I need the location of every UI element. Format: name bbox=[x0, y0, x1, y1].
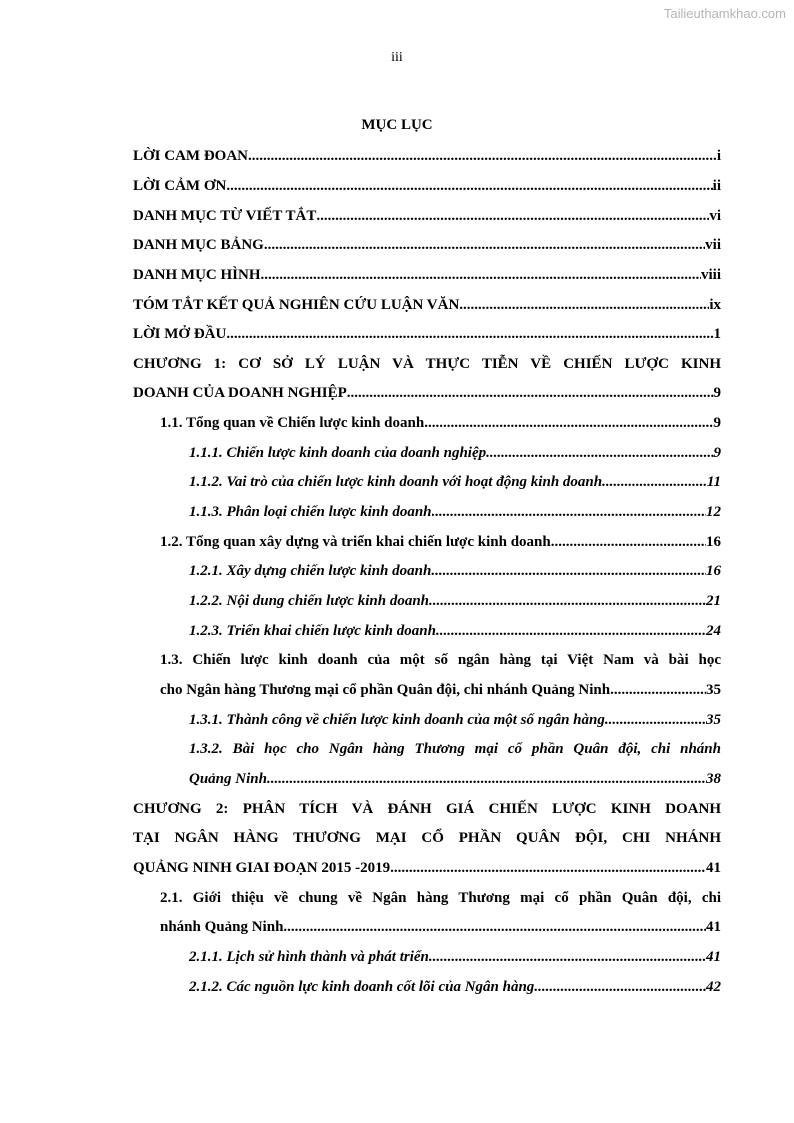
toc-entry-text: CHƯƠNG 2: PHÂN TÍCH VÀ ĐÁNH GIÁ CHIẾN LƯỢC KINH DOANH bbox=[133, 801, 721, 817]
toc-entry-text: DANH MỤC TỪ VIẾT TẮT bbox=[133, 208, 317, 224]
toc-entry bbox=[133, 177, 721, 195]
toc-entry-text: 1.2. Tổng quan xây dựng và triển khai chiến lược kinh doanh bbox=[160, 534, 551, 550]
toc-title: MỤC LỤC bbox=[361, 117, 433, 133]
toc-entry-page: 12 bbox=[706, 504, 721, 520]
toc-entry-text: 2.1. Giới thiệu về chung về Ngân hàng Thương mại cổ phần Quân đội, chi bbox=[160, 890, 721, 906]
toc-entry-text: 1.3.2. Bài học cho Ngân hàng Thương mại cổ phần Quân đội, chi nhánh bbox=[189, 741, 721, 757]
toc-entry bbox=[189, 770, 721, 788]
toc-entry-text: 1.1.3. Phân loại chiến lược kinh doanh bbox=[189, 504, 432, 520]
toc-entry bbox=[189, 503, 721, 521]
page-number: iii bbox=[391, 50, 403, 65]
toc-entry-page: 38 bbox=[706, 771, 721, 787]
toc-entry-page: 24 bbox=[706, 623, 721, 639]
toc-entry bbox=[189, 711, 721, 729]
toc-entry-text: 1.1.1. Chiến lược kinh doanh của doanh nghiệp bbox=[189, 445, 487, 461]
toc-entry bbox=[133, 266, 721, 284]
toc-entry-page: 35 bbox=[706, 712, 721, 728]
toc-entry bbox=[189, 978, 721, 996]
toc-entry-text: 1.3. Chiến lược kinh doanh của một số ngân hàng tại Việt Nam và bài học bbox=[160, 652, 721, 668]
toc-entry-page: 41 bbox=[706, 860, 721, 876]
toc-entry-text: cho Ngân hàng Thương mại cổ phần Quân đội, chi nhánh Quảng Ninh bbox=[160, 682, 611, 698]
toc-entry-page: 21 bbox=[706, 593, 721, 609]
toc-entry-text: CHƯƠNG 1: CƠ SỞ LÝ LUẬN VÀ THỰC TIỄN VỀ CHIẾN LƯỢC KINH bbox=[133, 356, 721, 372]
toc-entry bbox=[160, 918, 721, 936]
toc-entry-text: Quảng Ninh bbox=[189, 771, 267, 787]
toc-entry-text: TẠI NGÂN HÀNG THƯƠNG MẠI CỔ PHẦN QUÂN ĐỘI, CHI NHÁNH bbox=[133, 830, 721, 846]
toc-entry-text: 2.1.1. Lịch sử hình thành và phát triển bbox=[189, 949, 429, 965]
toc-entry-page: 1 bbox=[713, 326, 721, 342]
toc-entry bbox=[189, 444, 721, 462]
toc-entry-page: 11 bbox=[706, 474, 721, 490]
toc-entry-text: DOANH CỦA DOANH NGHIỆP bbox=[133, 385, 347, 401]
toc-entry-page: vi bbox=[709, 208, 721, 224]
toc-entry bbox=[189, 592, 721, 610]
toc-entry bbox=[189, 622, 721, 640]
toc-entry bbox=[133, 859, 721, 877]
toc-entry-text: 1.2.3. Triển khai chiến lược kinh doanh bbox=[189, 623, 436, 639]
toc-entry bbox=[189, 948, 721, 966]
toc-entry-text: 1.2.2. Nội dung chiến lược kinh doanh bbox=[189, 593, 429, 609]
toc-entry-page: 9 bbox=[713, 385, 721, 401]
toc-entry-page: ii bbox=[712, 178, 721, 194]
toc-entry-page: i bbox=[716, 148, 721, 164]
toc-entry-text: LỜI MỞ ĐẦU bbox=[133, 326, 227, 342]
toc-entry bbox=[160, 533, 721, 551]
toc-entry-page: ix bbox=[709, 297, 721, 313]
toc-entry bbox=[133, 147, 721, 165]
toc-entry-text: 1.1.2. Vai trò của chiến lược kinh doanh với hoạt động kinh doanh bbox=[189, 474, 603, 490]
toc-entry-page: 16 bbox=[706, 534, 721, 550]
toc-entry-page: 35 bbox=[706, 682, 721, 698]
toc-entry-page: 42 bbox=[706, 979, 721, 995]
toc-entry-text: 1.3.1. Thành công về chiến lược kinh doanh của một số ngân hàng bbox=[189, 712, 605, 728]
toc-entry bbox=[133, 207, 721, 225]
toc-entry-text: 2.1.2. Các nguồn lực kinh doanh cốt lõi của Ngân hàng bbox=[189, 979, 535, 995]
toc-entry bbox=[133, 384, 721, 402]
toc-entry-text: DANH MỤC BẢNG bbox=[133, 237, 264, 253]
toc-entry-text: LỜI CẢM ƠN bbox=[133, 178, 227, 194]
toc-entry-text: 1.2.1. Xây dựng chiến lược kinh doanh bbox=[189, 563, 432, 579]
toc-entry-page: 41 bbox=[706, 949, 721, 965]
toc-entry-page: vii bbox=[705, 237, 721, 253]
toc-entry-text: 1.1. Tổng quan về Chiến lược kinh doanh bbox=[160, 415, 425, 431]
toc-entry-page: viii bbox=[700, 267, 721, 283]
toc-entry-text: TÓM TẮT KẾT QUẢ NGHIÊN CỨU LUẬN VĂN bbox=[133, 297, 460, 313]
toc-entry bbox=[160, 681, 721, 699]
toc-entry bbox=[133, 296, 721, 314]
toc-entry-page: 9 bbox=[713, 445, 721, 461]
toc-entry-page: 41 bbox=[706, 919, 721, 935]
toc-entry-page: 9 bbox=[713, 415, 721, 431]
toc-entry bbox=[189, 562, 721, 580]
toc-entry-page: 16 bbox=[706, 563, 721, 579]
toc-entry-text: QUẢNG NINH GIAI ĐOẠN 2015 -2019 bbox=[133, 860, 391, 876]
toc-entry-text: nhánh Quảng Ninh bbox=[160, 919, 284, 935]
toc-entry bbox=[160, 414, 721, 432]
toc-entry bbox=[133, 325, 721, 343]
watermark: Tailieuthamkhao.com bbox=[663, 6, 786, 21]
toc-entry bbox=[133, 236, 721, 254]
toc-entry bbox=[189, 473, 721, 491]
toc-entry-text: DANH MỤC HÌNH bbox=[133, 267, 261, 283]
toc-entry-text: LỜI CAM ĐOAN bbox=[133, 148, 248, 164]
